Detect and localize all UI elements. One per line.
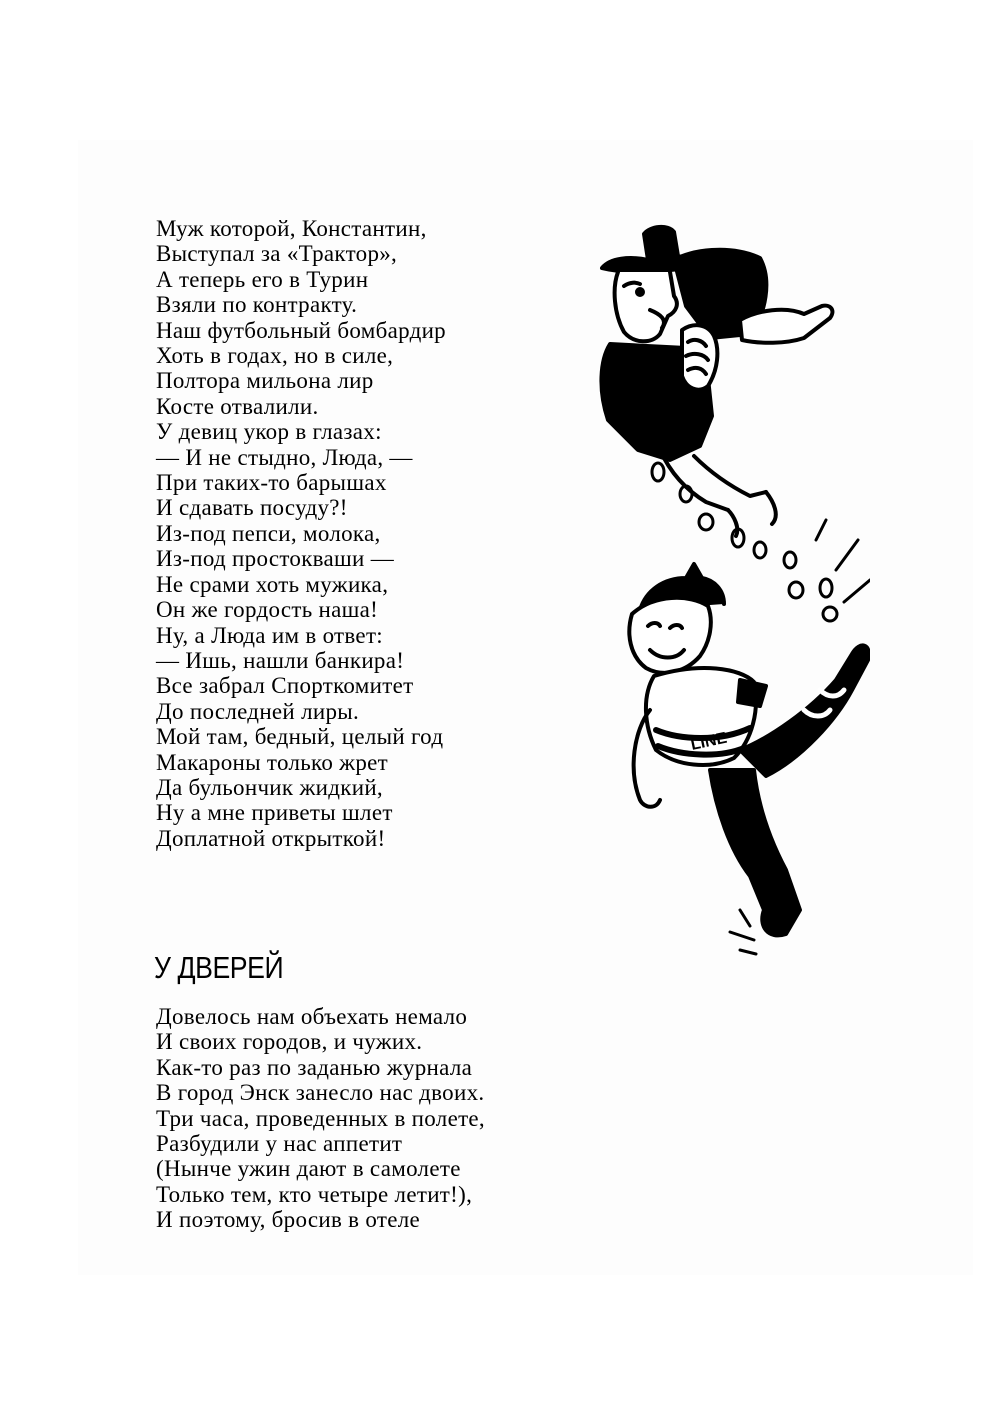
poem-line: И поэтому, бросив в отеле bbox=[156, 1207, 421, 1233]
poem-line: Он же гордость наша! bbox=[156, 597, 379, 623]
poem-line: Три часа, проведенных в полете, bbox=[156, 1105, 485, 1131]
poem-line: Разбудили у нас аппетит bbox=[156, 1131, 403, 1157]
poem-line: До последней лиры. bbox=[156, 698, 360, 724]
standing-leg bbox=[710, 770, 800, 935]
poem-line: И сдавать посуду?! bbox=[156, 495, 348, 521]
poem-line: Полтора мильона лир bbox=[156, 368, 374, 394]
poem-line: Из-под простокваши — bbox=[156, 546, 394, 572]
poem-line: Довелось нам объехать немало bbox=[156, 1004, 468, 1029]
poem-line: У девиц укор в глазах: bbox=[156, 419, 382, 445]
poem-line: Доплатной открыткой! bbox=[156, 825, 386, 851]
poem-line: Да бульончик жидкий, bbox=[156, 774, 383, 800]
poem-line: — И не стыдно, Люда, — bbox=[156, 444, 413, 470]
poem-title: У ДВЕРЕЙ bbox=[154, 950, 284, 985]
poem-line: Макароны только жрет bbox=[156, 749, 389, 775]
poem-line: Косте отвалили. bbox=[156, 393, 319, 419]
poem-line: Ну, а Люда им в ответ: bbox=[156, 622, 383, 648]
poem-line: Только тем, кто четыре летит!), bbox=[156, 1181, 473, 1207]
poem-continuation bbox=[156, 216, 446, 851]
poem-line: Не срами хоть мужика, bbox=[156, 571, 389, 597]
cartoon-footballer-kicking-man-with-coins-icon bbox=[590, 210, 870, 960]
poem-line: Ну а мне приветы шлет bbox=[156, 800, 393, 826]
jersey-text: LINE bbox=[689, 729, 729, 754]
next-poem-body bbox=[156, 1004, 485, 1233]
poem-line: Выступал за «Трактор», bbox=[156, 241, 398, 267]
poem-line: Все забрал Спорткомитет bbox=[156, 673, 414, 699]
man-head bbox=[615, 272, 677, 341]
poem-line: Из-под пепси, молока, bbox=[156, 520, 381, 546]
poem-line: В город Энск занесло нас двоих. bbox=[156, 1080, 485, 1106]
poem-line: Как-то раз по заданью журнала bbox=[156, 1054, 473, 1080]
poem-line: Хоть в годах, но в силе, bbox=[156, 343, 394, 369]
poem-line: — Ишь, нашли банкира! bbox=[156, 647, 405, 673]
footballer-head bbox=[629, 598, 710, 673]
poem-line: И своих городов, и чужих. bbox=[156, 1029, 423, 1055]
poem-line: Взяли по контракту. bbox=[156, 292, 358, 318]
poem-line: Мой там, бедный, целый год bbox=[156, 724, 444, 750]
poem-line: (Нынче ужин дают в самолете bbox=[156, 1156, 461, 1182]
poem-line: Наш футбольный бомбардир bbox=[156, 317, 446, 343]
poem-line: А теперь его в Турин bbox=[156, 266, 369, 292]
poem-line: При таких-то барышах bbox=[156, 470, 387, 496]
poem-line: Муж которой, Константин, bbox=[156, 216, 427, 241]
